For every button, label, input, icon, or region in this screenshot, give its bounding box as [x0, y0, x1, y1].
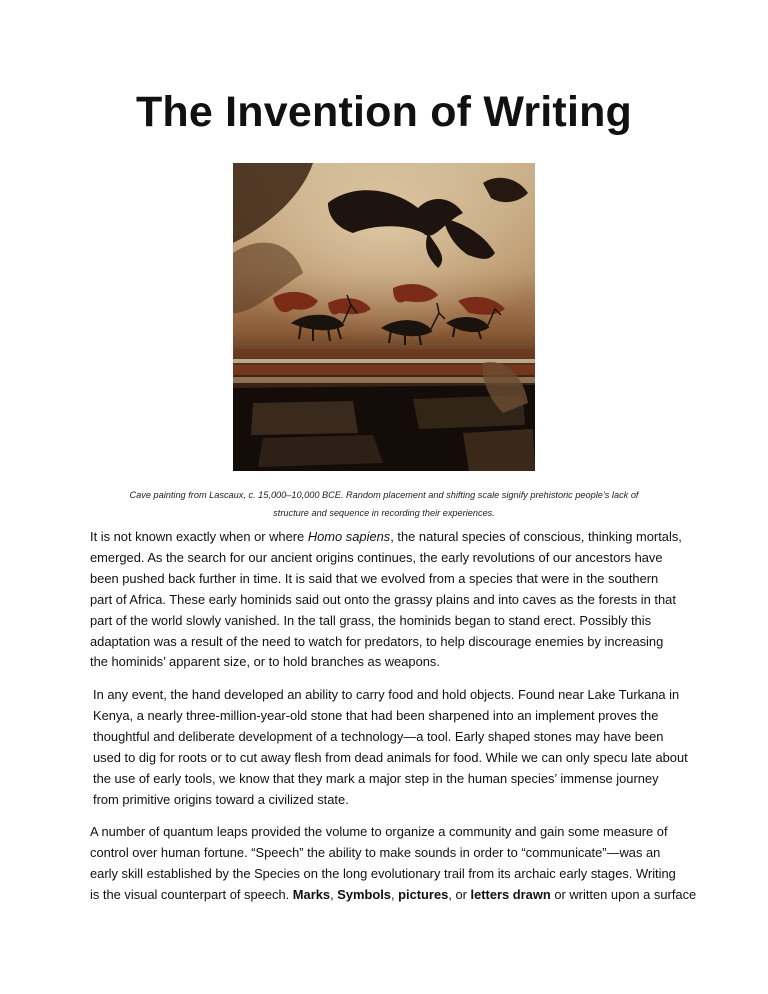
- paragraph-line: part of Africa. These early hominids said out onto the grassy plains and into caves as the forests in that: [90, 591, 676, 607]
- caption-line: structure and sequence in recording their experiences.: [273, 508, 495, 518]
- bold-term: Symbols: [337, 886, 391, 902]
- page-title: The Invention of Writing: [135, 88, 633, 136]
- paragraph-line: control over human fortune. “Speech” the ability to make sounds in order to “communicate”—was an: [90, 844, 661, 860]
- image-caption: [92, 486, 676, 522]
- paragraph-line: adaptation was a result of the need to watch for predators, to help discourage enemies by increasing: [90, 633, 664, 649]
- paragraph-line: emerged. As the search for our ancient origins continues, the early revolutions of our ancestors have: [90, 549, 663, 565]
- bold-term: Marks: [292, 886, 331, 902]
- paragraph-line: used to dig for roots or to cut away flesh from dead animals for food. While we can only specu late about: [93, 749, 688, 765]
- paragraph-line: thoughtful and deliberate development of a technology—a tool. Early shaped stones may have been: [93, 728, 664, 744]
- cave-painting-image: [233, 163, 535, 471]
- paragraph-1: [90, 527, 690, 673]
- paragraph-2: [90, 685, 690, 810]
- paragraph-line: A number of quantum leaps provided the volume to organize a community and gain some measure of: [90, 824, 668, 839]
- paragraph-line: the use of early tools, we know that they mark a major step in the human species’ immense journey: [93, 770, 659, 786]
- paragraph-line: the hominids’ apparent size, or to hold branches as weapons.: [90, 654, 440, 670]
- paragraph-line: from primitive origins toward a civilized state.: [93, 791, 349, 807]
- paragraph-line: been pushed back further in time. It is said that we evolved from a species that were in the southern: [90, 570, 659, 586]
- paragraph-line: early skill established by the Species on the long evolutionary trail from its archaic early stages. Writing: [90, 865, 676, 881]
- species-name: Homo sapiens: [307, 529, 391, 544]
- paragraph-line: is the visual counterpart of speech. Marks, Symbols, pictures, or letters drawn or written upon a surface: [90, 886, 697, 902]
- bold-term: pictures: [398, 886, 449, 902]
- paragraph-line: part of the world slowly vanished. In the tall grass, the hominids began to stand erect. Possibly this: [90, 612, 652, 628]
- paragraph-line: It is not known exactly when or where Homo sapiens, the natural species of conscious, thinking mortals,: [90, 529, 682, 544]
- paragraph-line: Kenya, a nearly three-million-year-old stone that had been sharpened into an implement proves the: [93, 707, 659, 723]
- bold-term: letters drawn: [470, 886, 551, 902]
- paragraph-3: [90, 822, 697, 906]
- cave-painting-illustration: [233, 163, 535, 471]
- paragraph-line: In any event, the hand developed an ability to carry food and hold objects. Found near Lake Turkana in: [93, 687, 680, 702]
- caption-line: Cave painting from Lascaux, c. 15,000–10,000 BCE. Random placement and shifting scale signify prehistoric people’s lack of: [129, 490, 639, 500]
